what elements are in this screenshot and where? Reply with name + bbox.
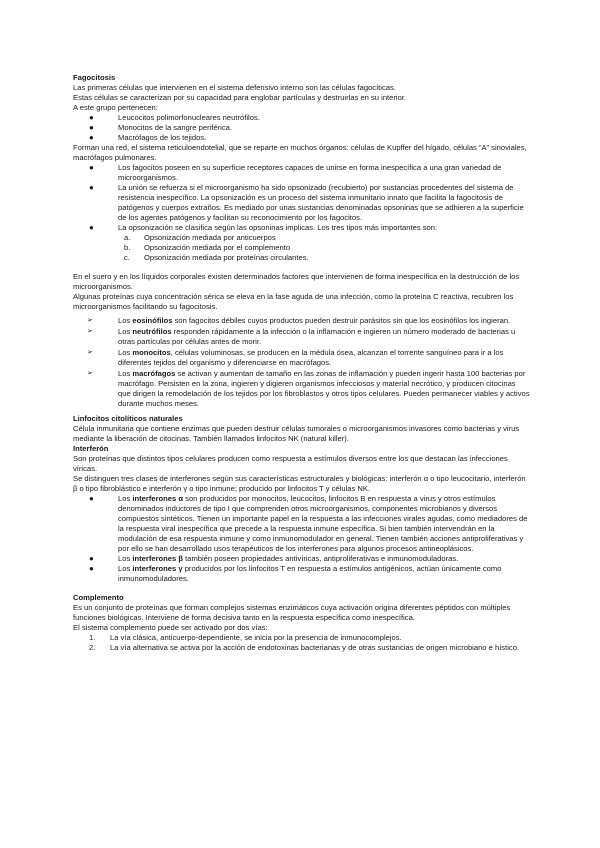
arrow-bullet-icon: ➢ bbox=[87, 349, 93, 356]
section-title-linfocitos: Linfocitos citolíticos naturales bbox=[73, 414, 183, 423]
list-item: ● La opsonización se clasifica según las opsoninas implicas. Los tres tipos más importantes son: bbox=[89, 223, 438, 232]
bullet-icon: ● bbox=[89, 113, 94, 122]
paragraph: El sistema complemento puede ser activado por dos vías: bbox=[73, 623, 268, 632]
bullet-icon: ● bbox=[89, 163, 94, 172]
bullet-icon: ● bbox=[89, 554, 94, 563]
arrow-bullet-icon: ➢ bbox=[87, 328, 93, 335]
arrow-bullet-icon: ➢ bbox=[87, 370, 93, 377]
bullet-icon: ● bbox=[89, 123, 94, 132]
bullet-icon: ● bbox=[89, 564, 94, 573]
list-item: c. Opsonización mediada por proteínas circulantes. bbox=[124, 253, 309, 262]
list-item: a. Opsonización mediada por anticuerpos bbox=[124, 233, 276, 242]
list-item: 2. La vía alternativa se activa por la acción de endotoxinas bacterianas y de otras sustancias de origen microbiano e hístico. bbox=[89, 643, 520, 652]
paragraph: Son proteínas que distintos tipos celulares producen como respuesta a estímulos diversos entre los que destacan las infecciones víricas. bbox=[73, 454, 508, 473]
paragraph: Es un conjunto de proteínas que forman complejos sistemas enzimáticos cuya activación origina diferentes péptidos con múltiples funciones biológicas. Interviene de forma decisiva tanto en la respuesta específica como inespecífica. bbox=[73, 603, 511, 622]
list-item: ● Macrófagos de los tejidos. bbox=[89, 133, 207, 142]
paragraph: A este grupo pertenecen: bbox=[73, 103, 158, 112]
paragraph: Se distinguen tres clases de interferones según sus características estructurales y biológicas: interferón α o tipo leucocitario, interferón β o tipo fibroblástico e interferón γ o tipo inmune; producido por linfocitos T y células NK. bbox=[73, 474, 526, 493]
bullet-icon: ● bbox=[89, 223, 94, 232]
bullet-icon: ● bbox=[89, 494, 94, 503]
section-title-interferon: Interferón bbox=[73, 444, 109, 453]
list-item: ● Los interferones α son producidos por monocitos, leucocitos, linfocitos B en respuesta a virus y otros estímulos denominados inductores de tipo I que comprenden otros microorganismos, componentes microbianos y diversos compuestos sintéticos. Tienen un importante papel en la respuesta a las infecciones virales agudas, como mediadores de la respuesta viral inespecífica que precede a la respuesta inmune específica. Si bien también intervendrán en la modulación de esa respuesta inmune y como inmunomodulador en general. Tienen también acciones antiproliferativas y por ello se han desarrollado usos terapéuticos de los interferones para algunos procesos antineoplásicos. bbox=[89, 494, 528, 553]
list-item: ● Los interferones β también poseen propiedades antivíricas, antiproliferativas e inmunomoduladoras. bbox=[89, 554, 459, 563]
phagocyte-properties-list bbox=[73, 163, 530, 233]
list-item: ● La unión se refuerza si el microorganismo ha sido opsonizado (recubierto) por sustancias procedentes del sistema de resistencia inespecífico. La opsonización es un proceso del sistema inmunitario innato que facilita la fagocitosis de patógenos y cuerpos extraños. Es mediado por unas sustancias denominadas opsoninas que se adhieren a la superficie de los agentes patógenos y facilitan su reconocimiento por los fagocitos. bbox=[89, 183, 524, 222]
list-item: b. Opsonización mediada por el complemento bbox=[124, 243, 291, 252]
section-title-fagocitosis: Fagocitosis bbox=[73, 73, 116, 82]
section-title-complemento: Complemento bbox=[73, 593, 124, 602]
spacer bbox=[73, 584, 530, 593]
list-item: ● Los interferones γ producidos por los linfocitos T en respuesta a estímulos antigénicos, actúan únicamente como inmunomoduladores. bbox=[89, 564, 502, 583]
interferon-types-list bbox=[73, 494, 530, 584]
list-item: ➢ Los neutrófilos responden rápidamente a la infección o la inflamación e ingieren un número moderado de bacterias u otras partículas por células antes de morir. bbox=[87, 327, 516, 346]
paragraph: Célula inmunitaria que contiene enzimas que pueden destruir células tumorales o microorganismos invasores como bacterias y virus mediante la liberación de citocinas. También llamados linfocitos NK (natural killer). bbox=[73, 424, 520, 443]
arrow-bullet-icon: ➢ bbox=[87, 317, 93, 324]
phagocyte-group-list bbox=[73, 113, 530, 143]
list-item: ➢ Los macrófagos se activan y aumentan de tamaño en las zonas de inflamación y pueden ingerir hasta 100 bacterias por macrófago. Persisten en la zona, ingieren y digieren organismos infecciosos y material necrótico, y producen citocinas que dirigen la remodelación de los tejidos por los fibroblastos y otros tipos celulares. Pueden permanecer viables y activos durante muchos meses. bbox=[87, 369, 530, 408]
list-item: ● Monocitos de la sangre periférica. bbox=[89, 123, 232, 132]
bullet-icon: ● bbox=[89, 183, 94, 192]
spacer bbox=[73, 263, 530, 272]
list-item: 1. La vía clásica, anticuerpo-dependiente, se inicia por la presencia de inmunocomplejos. bbox=[89, 633, 402, 642]
bullet-icon: ● bbox=[89, 133, 94, 142]
list-item: ● Los fagocitos poseen en su superficie receptores capaces de unirse en forma inespecífica a una gran variedad de microorganismos. bbox=[89, 163, 502, 182]
paragraph: Forman una red, el sistema reticuloendotelial, que se reparte en muchos órganos: células de Kupffer del hígado, células “A” sinoviales, macrófagos pulmonares. bbox=[73, 143, 527, 162]
paragraph: Las primeras células que intervienen en el sistema defensivo interno son las células fagocíticas. bbox=[73, 83, 396, 92]
phagocyte-cell-types-list bbox=[73, 316, 530, 409]
paragraph: Algunas proteínas cuya concentración sérica se eleva en la fase aguda de una infección, como la proteína C reactiva, recubren los microorganismos facilitando su fagocitosis. bbox=[73, 292, 514, 311]
complement-pathways-list bbox=[73, 633, 530, 653]
paragraph: Estas células se caracterizan por su capacidad para englobar partículas y destruirlas en su interior. bbox=[73, 93, 407, 102]
list-item: ● Leucocitos polimorfonucleares neutrófilos. bbox=[89, 113, 260, 122]
list-item: ➢ Los monocitos, células voluminosas, se producen en la médula ósea, alcanzan el torrente sanguíneo para ir a los diferentes tejidos del organismo y diferenciarse en macrófagos. bbox=[87, 348, 504, 367]
paragraph: En el suero y en los líquidos corporales existen determinados factores que intervienen de forma inespecífica en la destrucción de los microorganismos. bbox=[73, 272, 520, 291]
list-item: ➢ Los eosinófilos son fagocitos débiles cuyos productos pueden destruir parásitos sin que los eosinófilos los ingieran. bbox=[87, 316, 511, 325]
opsonization-types-list bbox=[73, 233, 530, 263]
